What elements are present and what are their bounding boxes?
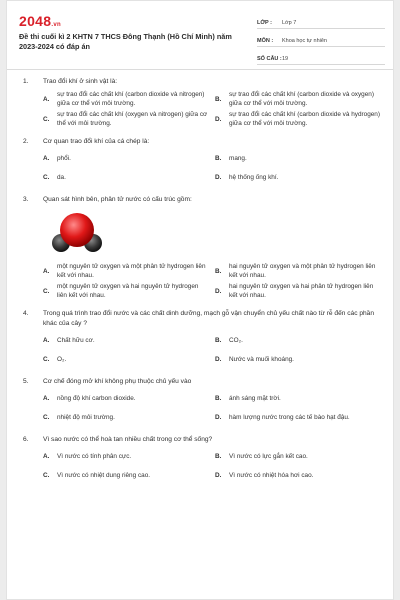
option-c[interactable] (43, 110, 209, 128)
option-a[interactable] (43, 390, 209, 407)
option-text: sự trao đổi các chất khí (oxygen và nitrogen) giữa cơ thể với môi trường. (57, 111, 208, 127)
info-row-count (257, 49, 385, 65)
option-text: da. (57, 174, 66, 181)
option-c[interactable] (43, 169, 209, 186)
question-2 (7, 137, 394, 186)
option-letter: A. (43, 267, 50, 275)
question-list (7, 77, 394, 493)
option-letter: C. (43, 472, 50, 479)
option-grid (7, 147, 394, 186)
option-text: ánh sáng mặt trời. (229, 395, 281, 402)
option-letter: A. (43, 95, 50, 103)
option-letter: A. (43, 453, 50, 460)
option-text: O₂. (57, 356, 67, 363)
option-grid (7, 445, 394, 484)
option-a[interactable] (43, 90, 209, 108)
question-3 (7, 195, 394, 300)
info-row-subject (257, 31, 385, 47)
option-letter: D. (215, 356, 222, 363)
option-letter: D. (215, 287, 222, 295)
option-text: sự trao đổi các chất khí (carbon dioxide và nitrogen) giữa cơ thể với môi trường. (57, 91, 205, 107)
option-a[interactable] (43, 262, 209, 280)
option-text: CO₂. (229, 337, 243, 344)
option-text: Vì nước có lực gắn kết cao. (229, 453, 308, 460)
option-letter: D. (215, 472, 222, 479)
option-letter: C. (43, 356, 50, 363)
option-letter: D. (215, 174, 222, 181)
option-text: Nước và muối khoáng. (229, 356, 294, 363)
header-divider (7, 69, 393, 70)
logo-text: 2048 (19, 13, 52, 29)
option-letter: D. (215, 115, 222, 123)
option-d[interactable] (215, 467, 381, 484)
option-grid (7, 259, 394, 300)
water-molecule-image (47, 209, 107, 255)
question-stem (7, 377, 394, 387)
option-c[interactable] (43, 409, 209, 426)
option-b[interactable] (215, 262, 381, 280)
option-letter: C. (43, 287, 50, 295)
option-letter: B. (215, 395, 222, 402)
option-text: Vì nước có tính phân cực. (57, 453, 132, 460)
question-figure (7, 205, 394, 259)
option-a[interactable] (43, 332, 209, 349)
exam-page (6, 0, 394, 600)
question-text: Vì sao nước có thể hoà tan nhiều chất trong cơ thể sống? (43, 436, 213, 443)
question-text: Cơ chế đóng mở khí không phụ thuộc chủ yếu vào (43, 378, 192, 385)
option-letter: C. (43, 174, 50, 181)
info-value: 19 (282, 56, 289, 62)
option-c[interactable] (43, 282, 209, 300)
option-text: Vì nước có nhiệt dung riêng cao. (57, 472, 151, 479)
question-stem (7, 77, 394, 87)
question-stem (7, 137, 394, 147)
option-letter: C. (43, 115, 50, 123)
option-d[interactable] (215, 169, 381, 186)
info-value: Lớp 7 (282, 20, 297, 26)
option-text: nhiệt độ môi trường. (57, 414, 115, 421)
option-letter: B. (215, 95, 222, 103)
question-number: 1. (23, 78, 29, 85)
question-number: 4. (23, 310, 29, 317)
question-number: 6. (23, 436, 29, 443)
question-stem (7, 309, 394, 329)
option-text: một nguyên tử oxygen và một phân tử hydrogen liên kết với nhau. (57, 263, 206, 279)
option-d[interactable] (215, 409, 381, 426)
option-letter: B. (215, 155, 222, 162)
option-letter: C. (43, 414, 50, 421)
option-grid (7, 329, 394, 368)
info-value: Khoa học tự nhiên (282, 38, 327, 44)
exam-header (7, 1, 393, 69)
option-c[interactable] (43, 351, 209, 368)
option-text: hệ thống ống khí. (229, 174, 279, 181)
option-text: mang. (229, 155, 247, 162)
question-6 (7, 435, 394, 484)
option-a[interactable] (43, 150, 209, 167)
option-text: sự trao đổi các chất khí (carbon dioxide và oxygen) giữa cơ thể với môi trường. (229, 91, 374, 107)
question-text: Quan sát hình bên, phân tử nước có cấu trúc gồm: (43, 196, 192, 203)
option-b[interactable] (215, 332, 381, 349)
oxygen-atom (60, 213, 94, 247)
option-letter: B. (215, 337, 222, 344)
site-logo[interactable] (19, 13, 61, 29)
option-grid (7, 387, 394, 426)
question-text: Trao đổi khí ở sinh vật là: (43, 78, 118, 85)
option-d[interactable] (215, 351, 381, 368)
option-text: Vì nước có nhiệt hóa hơi cao. (229, 472, 314, 479)
info-label: MÔN : (257, 38, 274, 44)
question-number: 5. (23, 378, 29, 385)
option-letter: A. (43, 395, 50, 402)
option-b[interactable] (215, 150, 381, 167)
option-c[interactable] (43, 467, 209, 484)
info-label: SỐ CÂU : (257, 56, 282, 62)
question-text: Cơ quan trao đổi khí của cá chép là: (43, 138, 150, 145)
option-b[interactable] (215, 448, 381, 465)
option-b[interactable] (215, 390, 381, 407)
option-d[interactable] (215, 110, 381, 128)
option-text: Chất hữu cơ. (57, 337, 95, 344)
option-b[interactable] (215, 90, 381, 108)
question-1 (7, 77, 394, 128)
logo-suffix: .vn (51, 22, 61, 28)
option-letter: A. (43, 155, 50, 162)
info-label: LỚP : (257, 20, 272, 26)
option-text: hai nguyên tử oxygen và hai phân tử hydrogen liên kết với nhau. (229, 283, 374, 299)
option-text: sự trao đổi các chất khí (carbon dioxide và hydrogen) giữa cơ thể với môi trường. (229, 111, 380, 127)
question-4 (7, 309, 394, 368)
question-stem (7, 195, 394, 205)
option-letter: D. (215, 414, 222, 421)
option-text: nồng độ khí carbon dioxide. (57, 395, 136, 402)
question-number: 3. (23, 196, 29, 203)
exam-info-panel (257, 13, 385, 67)
option-d[interactable] (215, 282, 381, 300)
option-text: hai nguyên tử oxygen và một phân tử hydrogen liên kết với nhau. (229, 263, 376, 279)
option-text: hàm lượng nước trong các tế bào hạt đậu. (229, 414, 350, 421)
info-row-class (257, 13, 385, 29)
question-number: 2. (23, 138, 29, 145)
question-5 (7, 377, 394, 426)
option-grid (7, 87, 394, 128)
option-a[interactable] (43, 448, 209, 465)
option-letter: A. (43, 337, 50, 344)
question-stem (7, 435, 394, 445)
exam-title: Đề thi cuối kì 2 KHTN 7 THCS Đông Thạnh (Hồ Chí Minh) năm 2023-2024 có đáp án (19, 32, 232, 51)
option-text: phổi. (57, 155, 71, 162)
option-letter: B. (215, 453, 222, 460)
question-text: Trong quá trình trao đổi nước và các chất dinh dưỡng, mạch gỗ vận chuyển chủ yếu chất nào từ rễ đến các phần khác của cây ? (43, 310, 375, 327)
option-text: một nguyên tử oxygen và hai nguyên tử hydrogen liên kết với nhau. (57, 283, 199, 299)
option-letter: B. (215, 267, 222, 275)
